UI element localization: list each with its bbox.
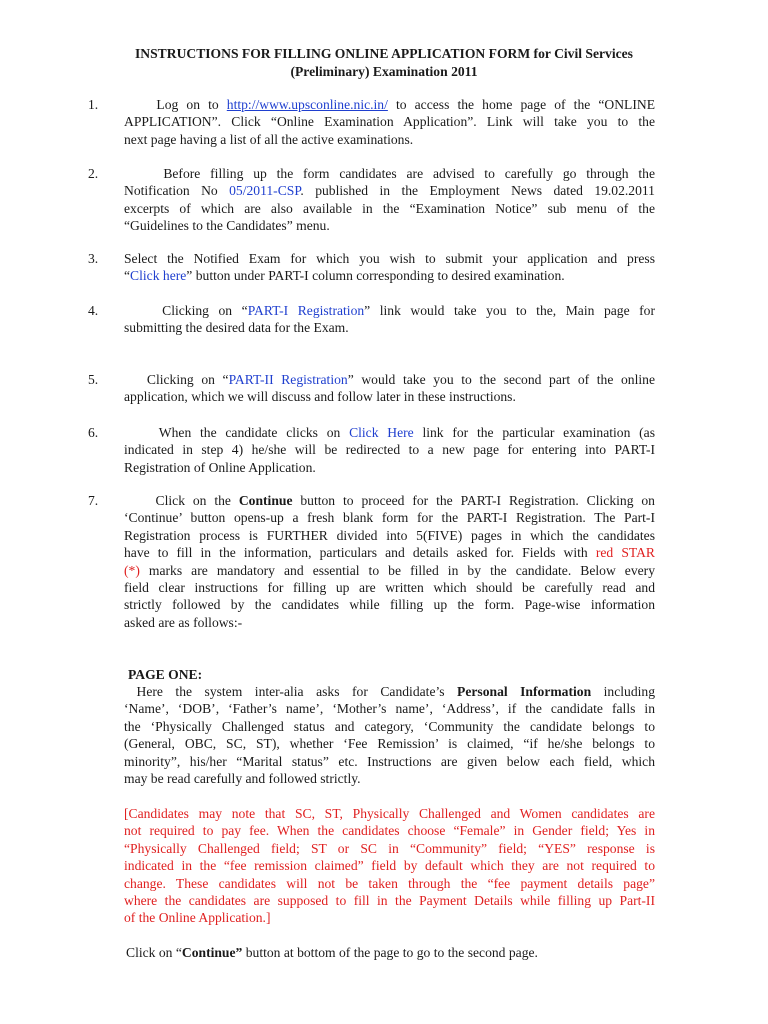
text-line <box>124 459 655 476</box>
text-run: strictly followed by the candidates while filling up the form. Page-wise information <box>124 597 655 613</box>
page-one-body <box>124 683 655 787</box>
text-run: Registration process is FURTHER divided into 5(FIVE) pages in which the candidates <box>124 527 655 543</box>
text-line <box>124 700 655 717</box>
text-run: ‘Name’, ‘DOB’, ‘Father’s name’, ‘Mother’s name’, ‘Address’, if the candidate falls in <box>124 701 655 717</box>
text-run: APPLICATION”. Click “Online Examination Application”. Link will take you to the <box>124 114 655 130</box>
text-line <box>124 492 655 509</box>
text-run: Before filling up the form candidates are advised to carefully go through the <box>124 166 655 181</box>
red-star-note: red STAR <box>595 545 655 561</box>
text-run: “Guidelines to the Candidates” menu. <box>124 218 330 234</box>
text-run: Clicking on “ <box>124 372 229 387</box>
text-run: Click on the <box>124 493 239 508</box>
text-line <box>124 131 655 148</box>
text-run: ‘Continue’ button opens-up a fresh blank form for the PART-I Registration. The Part-I <box>124 510 655 526</box>
footer-instruction <box>124 944 655 961</box>
note-line: “Physically Challenged field; ST or SC in “Community” field; “YES” response is <box>124 840 655 856</box>
text-run: field clear instructions for filling up are written which should be carefully read and <box>124 580 655 596</box>
text-run: Notification No <box>124 183 230 199</box>
highlighted-term: PART-I Registration <box>247 303 365 318</box>
text-line <box>124 596 655 613</box>
text-line <box>124 441 655 458</box>
text-line <box>124 770 655 787</box>
title-line-1: INSTRUCTIONS FOR FILLING ONLINE APPLICATION FORM for Civil Services <box>135 46 633 61</box>
text-line <box>124 753 655 770</box>
text-line <box>124 614 655 631</box>
text-line <box>124 113 655 130</box>
text-line <box>124 302 655 319</box>
text-run: the ‘Physically Challenged status and category, ‘Community the candidate belongs to <box>124 718 655 734</box>
text-run: submitting the desired data for the Exam. <box>124 320 349 336</box>
text-run: next page having a list of all the active examinations. <box>124 131 414 147</box>
item-number: 7. <box>88 493 99 508</box>
highlighted-term: 05/2011-CSP <box>229 183 301 199</box>
text-line <box>124 371 655 388</box>
text-line <box>124 562 655 579</box>
website-link[interactable]: http://www.upsconline.nic.in/ <box>226 97 388 112</box>
item-number: 1. <box>88 97 99 112</box>
title-line-2: (Preliminary) Examination 2011 <box>290 63 478 79</box>
highlighted-term: Click Here <box>349 425 414 440</box>
text-run: Clicking on “ <box>124 303 248 318</box>
text-line <box>124 735 655 752</box>
fee-note <box>124 805 655 927</box>
text-run: ” button under PART-I column corresponding to desired examination. <box>186 268 565 284</box>
text-run: indicated in step 4) he/she will be redirected to a new page for entering into PART-I <box>124 442 655 458</box>
note-line: [Candidates may note that SC, ST, Physically Challenged and Women candidates are <box>124 806 655 821</box>
text-run: When the candidate clicks on <box>124 425 350 440</box>
item-text <box>124 250 655 285</box>
text-run: . published in the Employment News dated 19.02.2011 <box>300 183 655 199</box>
note-line: indicated in the “fee remission claimed” field by default which they are not required to <box>124 858 655 874</box>
text-line <box>124 388 655 405</box>
item-text <box>124 492 655 631</box>
text-run: minority”, his/her “Marital status” etc. Instructions are given below each field, which <box>124 753 655 769</box>
text-line <box>124 718 655 735</box>
text-line <box>124 217 655 234</box>
text-line <box>124 200 655 217</box>
item-text <box>124 165 655 235</box>
bold-term: Personal Information <box>457 684 592 699</box>
highlighted-term: PART-II Registration <box>228 372 348 387</box>
text-run: Log on to <box>124 97 227 112</box>
text-run: have to fill in the information, particulars and details asked for. Fields with <box>124 545 596 561</box>
text-run: marks are mandatory and essential to be filled in by the candidate. Below every <box>139 562 655 578</box>
text-run: asked are as follows:- <box>124 614 243 630</box>
text-run: may be read carefully and followed strictly. <box>124 771 361 787</box>
text-line <box>124 579 655 596</box>
continue-label: Continue” <box>181 945 243 960</box>
text-run: link for the particular examination (as <box>413 425 655 440</box>
text-run: “ <box>124 268 131 284</box>
text-line <box>124 424 655 441</box>
item-text <box>124 302 655 337</box>
text-line <box>124 267 655 284</box>
footer-post: button at bottom of the page to go to the second page. <box>242 945 538 960</box>
note-line: change. These candidates will not be taken through the “fee payment details page” <box>124 875 655 891</box>
text-run: Here the system inter-alia asks for Candidate’s <box>124 684 458 699</box>
bold-term: Continue <box>238 493 293 508</box>
item-number: 4. <box>88 303 99 318</box>
text-line <box>124 182 655 199</box>
note-line: of the Online Application.] <box>124 910 271 926</box>
item-number: 5. <box>88 372 99 387</box>
text-run: excerpts of which are also available in the “Examination Notice” sub menu of the <box>124 200 655 216</box>
document-title <box>0 45 768 80</box>
text-run: to access the home page of the “ONLINE <box>387 97 655 112</box>
text-run: ” would take you to the second part of the online <box>347 372 655 387</box>
text-run: including <box>591 684 655 699</box>
text-line <box>124 319 655 336</box>
item-text <box>124 371 655 406</box>
highlighted-term: Click here <box>130 268 187 284</box>
text-run: button to proceed for the PART-I Registration. Clicking on <box>292 493 655 508</box>
note-line: where the candidates are supposed to fill in the Payment Details while filling up Part-II <box>124 893 655 909</box>
text-line <box>124 509 655 526</box>
item-number: 2. <box>88 166 99 181</box>
text-run: application, which we will discuss and follow later in these instructions. <box>124 389 516 405</box>
text-line <box>124 683 655 700</box>
page-one-heading: PAGE ONE: <box>128 667 203 682</box>
text-line <box>124 527 655 544</box>
text-run: Registration of Online Application. <box>124 459 316 475</box>
item-text <box>124 96 655 148</box>
text-line <box>124 96 655 113</box>
text-run: Select the Notified Exam for which you wish to submit your application and press <box>124 251 655 266</box>
item-number: 3. <box>88 251 99 266</box>
text-line <box>124 544 655 561</box>
item-text <box>124 424 655 476</box>
text-run: ” link would take you to the, Main page for <box>364 303 655 318</box>
text-run: (General, OBC, SC, ST), whether ‘Fee Remission’ is claimed, “if he/she belongs to <box>124 736 655 752</box>
red-star-note: (*) <box>124 562 140 578</box>
note-line: not required to pay fee. When the candidates choose “Female” in Gender field; Yes in <box>124 823 655 839</box>
footer-pre: Click on “ <box>126 945 182 960</box>
item-number: 6. <box>88 425 99 440</box>
text-line <box>124 165 655 182</box>
text-line <box>124 250 655 267</box>
